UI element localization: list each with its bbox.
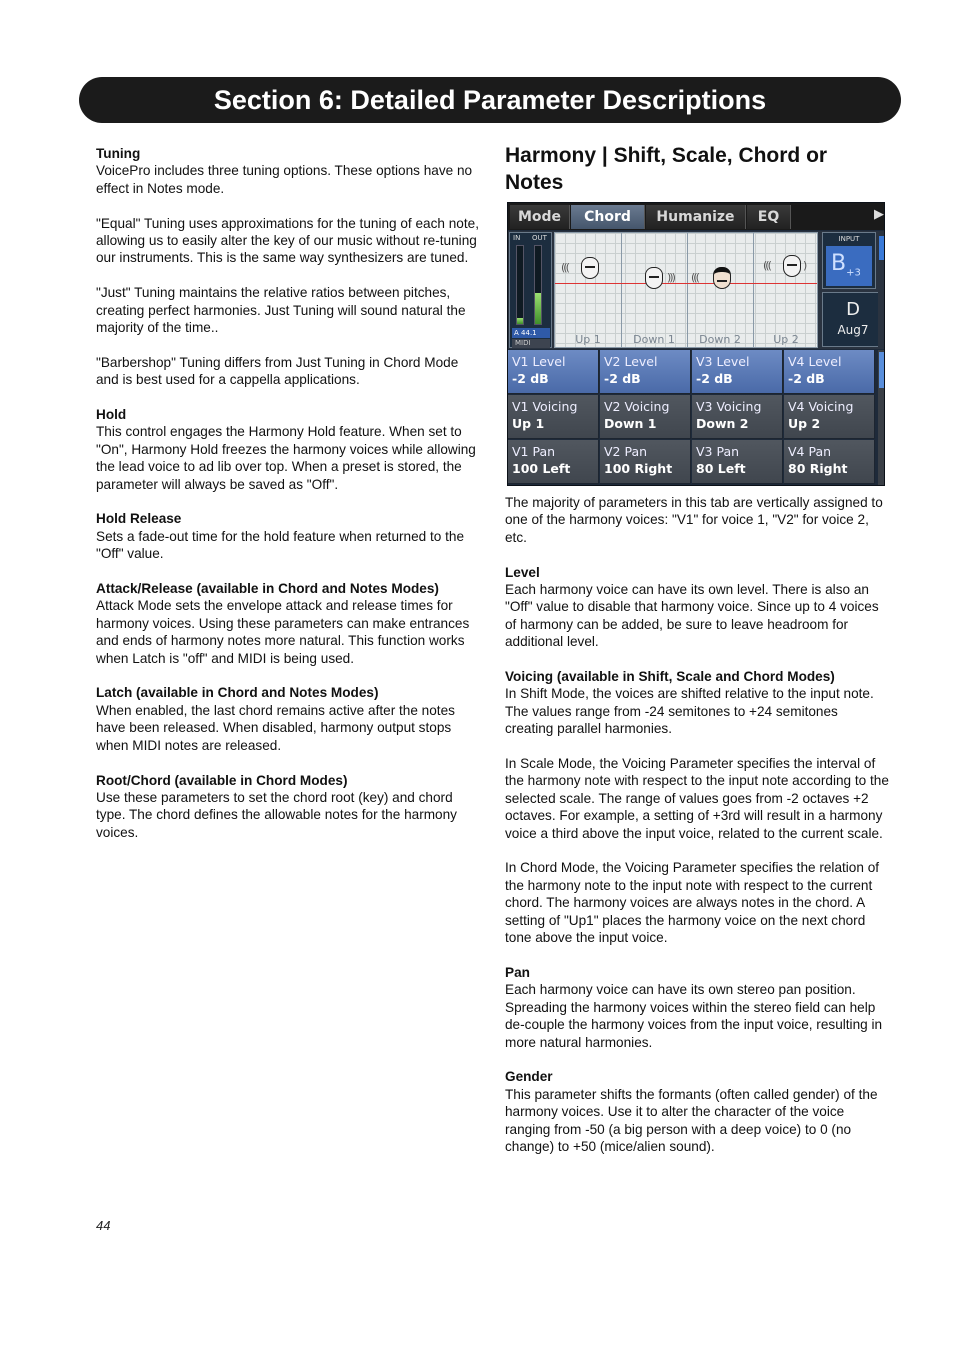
sample-rate-prefix: A [514, 329, 519, 337]
level-meters [509, 232, 552, 348]
level-text: Each harmony voice can have its own level. There is also an "Off" value to disable that harmony voice. Since up to 4 voices of harmony can be added, be sure to leave headroom for additional level. [505, 582, 879, 650]
latch-heading: Latch (available in Chord and Notes Modes) [96, 685, 379, 701]
param-name: V1 Level [512, 354, 566, 369]
attack-release-text: Attack Mode sets the envelope attack and release times for harmony voices. Using these parameters can make entrances and ends of harmony notes more natural. This function works when Latch is "off" and MIDI is being used. [96, 598, 470, 666]
v1-pan-cell[interactable] [508, 440, 599, 484]
harmony-display [508, 231, 885, 349]
sound-waves-icon: ((( [691, 271, 698, 284]
voice-grid [554, 232, 818, 348]
tab-bar [508, 203, 885, 230]
param-value: -2 dB [604, 371, 641, 386]
chord-display[interactable] [822, 292, 884, 347]
param-name: V2 Voicing [604, 399, 670, 414]
input-note [826, 246, 872, 286]
harmony-title: Harmony | Shift, Scale, Chord or Notes [505, 144, 828, 194]
voice-4-label: Up 2 [773, 333, 799, 346]
param-value: 100 Left [512, 461, 571, 476]
section-title: Section 6: Detailed Parameter Descriptions [213, 85, 767, 115]
param-value: Up 2 [788, 416, 821, 431]
voicing-text-3: In Chord Mode, the Voicing Parameter specifies the relation of the harmony note to the input note with respect to the current chord. The harmony voices are always notes in the chord. A setting of "Up1" places the harmony voice on the next chord tone above the input voice. [505, 860, 880, 946]
midi-indicator: MIDI [512, 339, 550, 348]
v4-pan-cell[interactable] [784, 440, 875, 484]
voice-3-face-icon [713, 267, 731, 289]
v1-voicing-cell[interactable] [508, 395, 599, 439]
v3-pan-cell[interactable] [692, 440, 783, 484]
param-value: 80 Right [788, 461, 848, 476]
input-note-offset: +3 [846, 267, 861, 279]
param-name: V3 Pan [696, 444, 740, 459]
chord-type: Aug7 [837, 323, 869, 337]
param-name: V2 Pan [604, 444, 648, 459]
section-title-banner [79, 77, 901, 123]
pan-text: Each harmony voice can have its own stereo pan position. Spreading the harmony voices within the stereo field can help de-couple the harmony voices from the input voice, resulting in more natural harmonies. [505, 982, 883, 1050]
gender-text: This parameter shifts the formants (often called gender) of the harmony voices. Use it to alter the character of the voice ranging from -50 (a big person with a deep voice) to 0 (no change) to +50 (mice/alien sound). [505, 1086, 878, 1154]
tuning-text-4: "Barbershop" Tuning differs from Just Tuning in Chord Mode and is best used for a cappella applications. [96, 354, 459, 388]
v2-level-cell[interactable] [600, 350, 691, 394]
tab-scroll-arrow-icon[interactable]: ▶ [874, 207, 884, 222]
root-chord-text: Use these parameters to set the chord root (key) and chord type. The chord defines the allowable notes for the harmony voices. [96, 789, 457, 840]
voice-2-face-icon [645, 267, 663, 289]
tab-eq[interactable]: EQ [747, 205, 791, 229]
voice-1-face-icon [581, 257, 599, 279]
parameter-scrollbar[interactable] [878, 350, 885, 486]
sound-waves-icon: ) [803, 259, 806, 272]
param-name: V1 Voicing [512, 399, 578, 414]
voice-3-label: Down 2 [699, 333, 741, 346]
voicing-text-2: In Scale Mode, the Voicing Parameter specifies the interval of the harmony note with respect to the input note according to the selected scale. The range of values goes from -2 octaves +2 octaves. For example, a setting of +3rd will result in a harmony voice a third above the input voice, related to the current scale. [505, 756, 889, 841]
hold-release-heading: Hold Release [96, 511, 182, 527]
param-value: 80 Left [696, 461, 746, 476]
tuning-text-1: VoicePro includes three tuning options. These options have no effect in Notes mode. [96, 163, 473, 196]
intro-text: The majority of parameters in this tab are vertically assigned to one of the harmony voices: "V1" for voice 1, "V2" for voice 2, etc. [505, 495, 883, 545]
in-meter-label: IN [513, 234, 521, 242]
voice-2-label: Down 1 [633, 333, 675, 346]
parameter-grid [508, 350, 878, 486]
level-heading: Level [505, 564, 540, 580]
root-chord-heading: Root/Chord (available in Chord Modes) [96, 772, 348, 788]
voice-1-label: Up 1 [575, 333, 601, 346]
voicing-heading: Voicing (available in Shift, Scale and Chord Modes) [505, 669, 835, 685]
voice-4-face-icon [783, 255, 801, 277]
sound-waves-icon: ((( [763, 259, 770, 272]
left-column [96, 145, 480, 841]
tab-humanize[interactable]: Humanize [646, 205, 746, 229]
page-number: 44 [96, 1218, 111, 1233]
harmony-ui-screenshot [507, 202, 885, 486]
display-scrollbar[interactable] [878, 232, 885, 348]
hold-release-text: Sets a fade-out time for the hold feature when returned to the "Off" value. [96, 528, 465, 562]
input-note-name: B [831, 251, 847, 276]
tab-mode[interactable]: Mode [510, 205, 570, 229]
voicing-text-1: In Shift Mode, the voices are shifted relative to the input note. The values range from -24 semitones to +24 semitones creating parallel harmonies. [505, 686, 874, 737]
param-value: -2 dB [512, 371, 549, 386]
param-value: 100 Right [604, 461, 673, 476]
sound-waves-icon: ((( [561, 261, 568, 274]
param-name: V3 Level [696, 354, 750, 369]
gender-heading: Gender [505, 1069, 553, 1085]
sample-rate-value: 44.1 [521, 329, 537, 337]
tuning-heading: Tuning [96, 146, 141, 161]
param-name: V4 Pan [788, 444, 832, 459]
param-name: V4 Level [788, 354, 842, 369]
in-meter [516, 245, 524, 325]
out-meter-label: OUT [532, 234, 547, 242]
v4-voicing-cell[interactable] [784, 395, 875, 439]
param-value: -2 dB [696, 371, 733, 386]
pitch-line [555, 283, 817, 284]
attack-release-heading: Attack/Release (available in Chord and Notes Modes) [96, 581, 439, 597]
latch-text: When enabled, the last chord remains active after the notes have been released. When disabled, harmony output stops when MIDI notes are released. [96, 702, 455, 753]
v1-level-cell[interactable] [508, 350, 599, 394]
hold-heading: Hold [96, 407, 127, 423]
v4-level-cell[interactable] [784, 350, 875, 394]
right-column [505, 494, 889, 1155]
param-name: V4 Voicing [788, 399, 854, 414]
v3-level-cell[interactable] [692, 350, 783, 394]
out-meter [534, 245, 542, 325]
hold-text: This control engages the Harmony Hold feature. When set to "On", Harmony Hold freezes the harmony voices while allowing the lead voice to ad lib over top. When a preset is stored, the parameter will always be saved as "Off". [96, 424, 476, 492]
param-name: V1 Pan [512, 444, 556, 459]
tuning-text-2: "Equal" Tuning uses approximations for the tuning of each note, allowing us to easily alter the key of our music without re-tuning our instruments. This is the same way synthesizers are tuned. [96, 215, 479, 266]
v2-voicing-cell[interactable] [600, 395, 691, 439]
param-value: Down 2 [696, 416, 749, 431]
param-value: -2 dB [788, 371, 825, 386]
v2-pan-cell[interactable] [600, 440, 691, 484]
tab-chord[interactable]: Chord [571, 205, 645, 229]
param-value: Up 1 [512, 416, 545, 431]
param-name: V3 Voicing [696, 399, 762, 414]
v3-voicing-cell[interactable] [692, 395, 783, 439]
pan-heading: Pan [505, 964, 530, 980]
chord-root: D [846, 299, 860, 320]
sound-waves-icon: ))) [667, 271, 674, 284]
tuning-text-3: "Just" Tuning maintains the relative ratios between pitches, creating perfect harmonies. Just Tuning will sound natural the majority of the time.. [96, 285, 466, 336]
sample-rate [512, 328, 550, 338]
input-note-display [822, 232, 876, 289]
input-label: INPUT [838, 235, 860, 243]
param-value: Down 1 [604, 416, 657, 431]
param-name: V2 Level [604, 354, 658, 369]
